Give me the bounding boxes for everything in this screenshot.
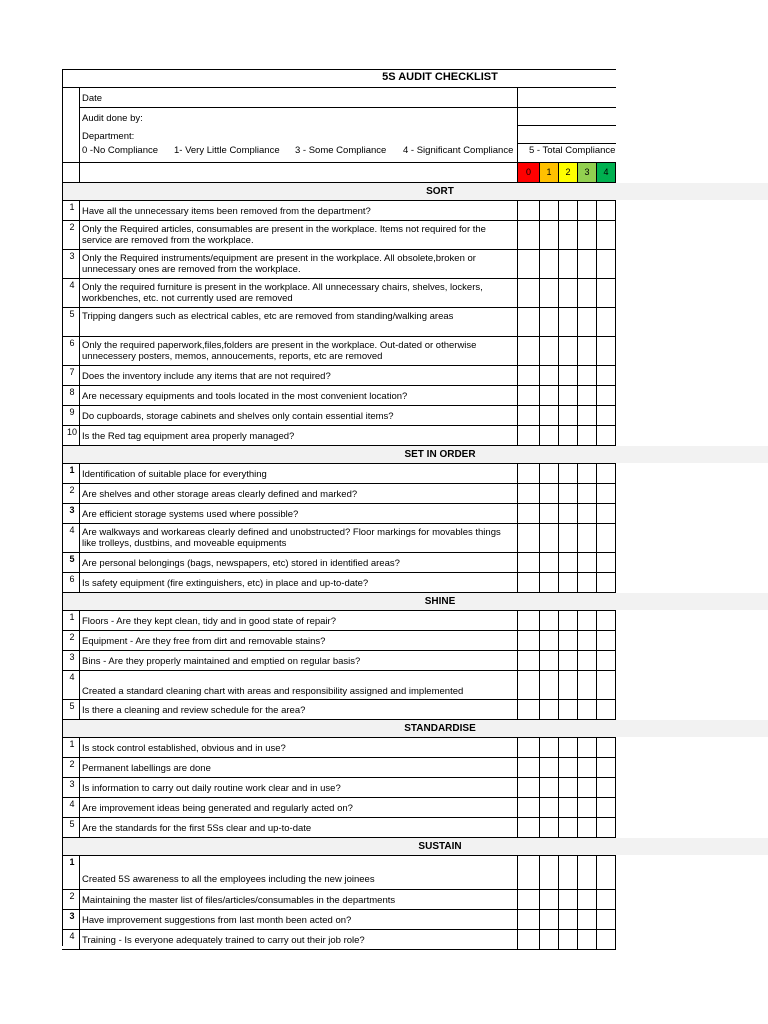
checklist-question: Are efficient storage systems used where possible?: [82, 509, 299, 520]
score-input-cell[interactable]: [540, 221, 558, 249]
score-input-cell[interactable]: [597, 308, 615, 336]
score-input-cell[interactable]: [540, 890, 558, 909]
grid-line: [596, 855, 597, 949]
score-input-cell[interactable]: [540, 366, 558, 385]
score-input-cell[interactable]: [578, 553, 596, 572]
score-input-cell[interactable]: [540, 758, 558, 777]
score-input-cell[interactable]: [518, 201, 539, 220]
item-number: 6: [69, 338, 75, 348]
score-input-cell[interactable]: [518, 758, 539, 777]
score-input-cell[interactable]: [578, 308, 596, 336]
score-input-cell[interactable]: [559, 201, 577, 220]
score-input-cell[interactable]: [540, 700, 558, 719]
score-input-cell[interactable]: [578, 856, 596, 889]
item-number: 9: [69, 407, 75, 417]
score-input-cell[interactable]: [597, 250, 615, 278]
checklist-question: Are shelves and other storage areas clearly defined and marked?: [82, 489, 358, 500]
score-input-cell[interactable]: [597, 464, 615, 483]
score-input-cell[interactable]: [578, 221, 596, 249]
header-field-input[interactable]: [519, 109, 613, 125]
score-input-cell[interactable]: [518, 426, 539, 445]
grid-line: [577, 855, 578, 949]
score-input-cell[interactable]: [518, 856, 539, 889]
score-box-1: 1: [540, 163, 558, 182]
item-number: 6: [69, 574, 75, 584]
grid-line: [517, 143, 616, 144]
checklist-question: Is the Red tag equipment area properly managed?: [82, 431, 295, 442]
score-input-cell[interactable]: [597, 651, 615, 670]
score-input-cell[interactable]: [578, 504, 596, 523]
score-input-cell[interactable]: [559, 524, 577, 552]
grid-line: [596, 737, 597, 837]
score-input-cell[interactable]: [540, 406, 558, 425]
grid-line: [558, 610, 559, 719]
score-input-cell[interactable]: [578, 798, 596, 817]
score-input-cell[interactable]: [518, 818, 539, 837]
score-input-cell[interactable]: [578, 651, 596, 670]
score-input-cell[interactable]: [597, 798, 615, 817]
score-input-cell[interactable]: [540, 818, 558, 837]
score-input-cell[interactable]: [559, 671, 577, 699]
score-input-cell[interactable]: [578, 250, 596, 278]
compliance-scale-label: 5 - Total Compliance: [529, 145, 616, 156]
checklist-title: 5S AUDIT CHECKLIST: [382, 71, 498, 83]
grid-line: [79, 200, 80, 445]
score-input-cell[interactable]: [597, 553, 615, 572]
score-input-cell[interactable]: [518, 738, 539, 757]
score-input-cell[interactable]: [559, 484, 577, 503]
grid-line: [517, 855, 518, 949]
score-input-cell[interactable]: [578, 337, 596, 365]
score-input-cell[interactable]: [597, 818, 615, 837]
score-input-cell[interactable]: [597, 611, 615, 630]
score-input-cell[interactable]: [540, 910, 558, 929]
item-number: 4: [69, 280, 75, 290]
grid-line: [539, 855, 540, 949]
item-number: 4: [69, 799, 75, 809]
score-input-cell[interactable]: [518, 611, 539, 630]
item-number: 1: [69, 612, 75, 622]
score-input-cell[interactable]: [559, 651, 577, 670]
compliance-scale-label: 1- Very Little Compliance: [174, 145, 280, 156]
score-box-4: 4: [597, 163, 615, 182]
grid-line: [539, 200, 540, 445]
score-input-cell[interactable]: [597, 279, 615, 307]
grid-line: [615, 855, 616, 949]
score-input-cell[interactable]: [540, 279, 558, 307]
item-number: 3: [69, 911, 75, 921]
checklist-question: Only the required furniture is present in the workplace. All unnecessary chairs, shelves, lockers, workbenches, etc. not currently used are removed: [82, 282, 483, 304]
item-number: 5: [69, 701, 75, 711]
grid-line: [596, 463, 597, 592]
score-input-cell[interactable]: [540, 573, 558, 592]
grid-line: [517, 125, 616, 126]
checklist-question: Is safety equipment (fire extinguishers, etc) in place and up-to-date?: [82, 578, 369, 589]
grid-line: [558, 463, 559, 592]
score-box-0: 0: [518, 163, 539, 182]
score-input-cell[interactable]: [597, 484, 615, 503]
score-input-cell[interactable]: [540, 856, 558, 889]
score-input-cell[interactable]: [559, 308, 577, 336]
score-input-cell[interactable]: [518, 221, 539, 249]
checklist-question: Is information to carry out daily routine work clear and in use?: [82, 783, 341, 794]
score-input-cell[interactable]: [597, 337, 615, 365]
grid-line: [539, 162, 540, 182]
grid-line: [79, 107, 616, 108]
grid-line: [79, 610, 80, 719]
header-top-border: [62, 69, 616, 70]
grid-line: [615, 200, 616, 445]
item-number: 3: [69, 505, 75, 515]
score-input-cell[interactable]: [597, 406, 615, 425]
grid-line: [577, 463, 578, 592]
score-input-cell[interactable]: [559, 631, 577, 650]
score-input-cell[interactable]: [597, 366, 615, 385]
compliance-scale-label: 3 - Some Compliance: [295, 145, 387, 156]
score-input-cell[interactable]: [597, 631, 615, 650]
score-input-cell[interactable]: [518, 778, 539, 797]
header-field-label: Audit done by:: [82, 113, 143, 124]
item-number: 4: [69, 672, 75, 682]
score-input-cell[interactable]: [518, 573, 539, 592]
grid-line: [517, 200, 518, 445]
score-input-cell[interactable]: [518, 366, 539, 385]
item-number: 2: [69, 632, 75, 642]
header-num-border: [79, 87, 80, 182]
score-input-cell[interactable]: [540, 504, 558, 523]
grid-line: [517, 162, 518, 182]
score-input-cell[interactable]: [559, 700, 577, 719]
score-input-cell[interactable]: [518, 553, 539, 572]
checklist-question: Is there a cleaning and review schedule for the area?: [82, 705, 306, 716]
header-field-input[interactable]: [519, 127, 613, 143]
item-number: 1: [69, 465, 75, 475]
grid-line: [517, 737, 518, 837]
checklist-question: Are the standards for the first 5Ss clear and up-to-date: [82, 823, 312, 834]
section-title: SET IN ORDER: [404, 449, 476, 460]
score-input-cell[interactable]: [518, 651, 539, 670]
score-input-cell[interactable]: [597, 573, 615, 592]
item-number: 7: [69, 367, 75, 377]
item-number: 2: [69, 759, 75, 769]
grid-line: [615, 463, 616, 592]
score-input-cell[interactable]: [559, 818, 577, 837]
score-input-cell[interactable]: [518, 524, 539, 552]
score-input-cell[interactable]: [597, 758, 615, 777]
score-input-cell[interactable]: [518, 406, 539, 425]
grid-line: [517, 610, 518, 719]
score-input-cell[interactable]: [559, 798, 577, 817]
grid-line: [596, 200, 597, 445]
grid-line: [79, 855, 80, 949]
score-input-cell[interactable]: [540, 337, 558, 365]
score-input-cell[interactable]: [578, 700, 596, 719]
item-number: 8: [69, 387, 75, 397]
score-input-cell[interactable]: [540, 798, 558, 817]
item-number: 5: [69, 309, 75, 319]
score-input-cell[interactable]: [597, 930, 615, 949]
item-number: 3: [69, 652, 75, 662]
score-input-cell[interactable]: [578, 201, 596, 220]
checklist-question: Are walkways and workareas clearly defined and unobstructed? Floor markings for movables things like trolleys, dustbins, and moveable equipments: [82, 527, 501, 549]
score-input-cell[interactable]: [578, 778, 596, 797]
score-input-cell[interactable]: [578, 524, 596, 552]
score-input-cell[interactable]: [540, 524, 558, 552]
checklist-question: Equipment - Are they free from dirt and removable stains?: [82, 636, 326, 647]
score-input-cell[interactable]: [559, 758, 577, 777]
score-input-cell[interactable]: [578, 671, 596, 699]
score-input-cell[interactable]: [540, 738, 558, 757]
score-input-cell[interactable]: [518, 386, 539, 405]
score-input-cell[interactable]: [540, 671, 558, 699]
item-number: 1: [69, 739, 75, 749]
score-input-cell[interactable]: [518, 308, 539, 336]
grid-line: [558, 737, 559, 837]
score-input-cell[interactable]: [518, 484, 539, 503]
checklist-question: Do cupboards, storage cabinets and shelves only contain essential items?: [82, 411, 394, 422]
item-number: 4: [69, 525, 75, 535]
score-input-cell[interactable]: [559, 856, 577, 889]
score-input-cell[interactable]: [559, 366, 577, 385]
checklist-question: Have improvement suggestions from last month been acted on?: [82, 915, 352, 926]
checklist-question: Bins - Are they properly maintained and emptied on regular basis?: [82, 656, 361, 667]
item-number: 3: [69, 251, 75, 261]
checklist-question: Have all the unnecessary items been removed from the department?: [82, 206, 371, 217]
grid-line: [539, 610, 540, 719]
grid-line: [577, 737, 578, 837]
checklist-question: Does the inventory include any items that are not required?: [82, 371, 331, 382]
checklist-question: Is stock control established, obvious and in use?: [82, 743, 286, 754]
score-input-cell[interactable]: [597, 504, 615, 523]
score-input-cell[interactable]: [540, 250, 558, 278]
score-input-cell[interactable]: [540, 386, 558, 405]
score-input-cell[interactable]: [578, 406, 596, 425]
score-input-cell[interactable]: [518, 910, 539, 929]
item-number: 5: [69, 819, 75, 829]
score-input-cell[interactable]: [597, 524, 615, 552]
score-input-cell[interactable]: [597, 778, 615, 797]
grid-line: [577, 162, 578, 182]
score-input-cell[interactable]: [597, 426, 615, 445]
score-input-cell[interactable]: [578, 818, 596, 837]
section-title: SHINE: [424, 596, 456, 607]
header-title-border: [62, 87, 616, 88]
grid-line: [539, 463, 540, 592]
score-input-cell[interactable]: [518, 700, 539, 719]
score-input-cell[interactable]: [559, 386, 577, 405]
score-input-cell[interactable]: [559, 890, 577, 909]
score-input-cell[interactable]: [540, 930, 558, 949]
score-input-cell[interactable]: [518, 631, 539, 650]
checklist-question: Tripping dangers such as electrical cables, etc are removed from standing/walking areas: [82, 311, 454, 322]
grid-line: [615, 610, 616, 719]
score-input-cell[interactable]: [597, 671, 615, 699]
score-input-cell[interactable]: [518, 504, 539, 523]
score-input-cell[interactable]: [540, 308, 558, 336]
header-field-label: Department:: [82, 131, 135, 142]
score-input-cell[interactable]: [540, 611, 558, 630]
score-box-2: 2: [559, 163, 577, 182]
score-input-cell[interactable]: [578, 758, 596, 777]
score-input-cell[interactable]: [518, 279, 539, 307]
checklist-question: Floors - Are they kept clean, tidy and in good state of repair?: [82, 616, 337, 627]
checklist-question: Only the Required articles, consumables are present in the workplace. Items not required for the service are removed from the workplace.: [82, 224, 486, 246]
grid-line: [558, 200, 559, 445]
grid-line: [539, 737, 540, 837]
item-number: 10: [66, 427, 77, 437]
score-input-cell[interactable]: [540, 778, 558, 797]
score-input-cell[interactable]: [540, 553, 558, 572]
header-field-input[interactable]: [519, 89, 613, 105]
checklist-question: Are improvement ideas being generated and regularly acted on?: [82, 803, 353, 814]
grid-line: [62, 949, 616, 950]
score-input-cell[interactable]: [578, 611, 596, 630]
score-input-cell[interactable]: [559, 504, 577, 523]
score-input-cell[interactable]: [518, 930, 539, 949]
score-input-cell[interactable]: [518, 798, 539, 817]
item-number: 1: [69, 202, 75, 212]
score-input-cell[interactable]: [518, 250, 539, 278]
score-input-cell[interactable]: [597, 856, 615, 889]
score-input-cell[interactable]: [578, 484, 596, 503]
score-input-cell[interactable]: [518, 890, 539, 909]
section-title: SORT: [426, 186, 454, 197]
score-input-cell[interactable]: [559, 573, 577, 592]
item-number: 2: [69, 485, 75, 495]
score-input-cell[interactable]: [559, 910, 577, 929]
item-number: 1: [69, 857, 75, 867]
checklist-question: Are personal belongings (bags, newspapers, etc) stored in identified areas?: [82, 558, 400, 569]
score-input-cell[interactable]: [559, 279, 577, 307]
grid-line: [79, 737, 80, 837]
compliance-scale-label: 0 -No Compliance: [82, 145, 159, 156]
score-input-cell[interactable]: [540, 464, 558, 483]
score-input-cell[interactable]: [559, 406, 577, 425]
item-number: 5: [69, 554, 75, 564]
score-input-cell[interactable]: [578, 930, 596, 949]
grid-line: [558, 855, 559, 949]
score-input-cell[interactable]: [540, 631, 558, 650]
grid-line: [79, 463, 80, 592]
score-input-cell[interactable]: [578, 631, 596, 650]
score-input-cell[interactable]: [578, 573, 596, 592]
score-input-cell[interactable]: [559, 337, 577, 365]
grid-line: [558, 162, 559, 182]
grid-line: [596, 610, 597, 719]
score-input-cell[interactable]: [597, 201, 615, 220]
score-input-cell[interactable]: [540, 484, 558, 503]
score-input-cell[interactable]: [559, 778, 577, 797]
score-input-cell[interactable]: [578, 890, 596, 909]
score-input-cell[interactable]: [559, 930, 577, 949]
item-number: 2: [69, 891, 75, 901]
item-number: 4: [69, 931, 75, 941]
score-input-cell[interactable]: [578, 426, 596, 445]
grid-line: [596, 162, 597, 182]
score-input-cell[interactable]: [540, 426, 558, 445]
checklist-question: Identification of suitable place for everything: [82, 469, 267, 480]
score-input-cell[interactable]: [578, 386, 596, 405]
score-input-cell[interactable]: [518, 464, 539, 483]
score-input-cell[interactable]: [597, 700, 615, 719]
score-input-cell[interactable]: [578, 366, 596, 385]
checklist-question: Permanent labellings are done: [82, 763, 211, 774]
section-title: STANDARDISE: [404, 723, 476, 734]
score-input-cell[interactable]: [559, 611, 577, 630]
score-input-cell[interactable]: [540, 201, 558, 220]
checklist-question: Are necessary equipments and tools located in the most convenient location?: [82, 391, 408, 402]
score-input-cell[interactable]: [559, 426, 577, 445]
score-box-3: 3: [578, 163, 596, 182]
score-input-cell[interactable]: [597, 890, 615, 909]
score-input-cell[interactable]: [578, 279, 596, 307]
score-input-cell[interactable]: [540, 651, 558, 670]
checklist-question: Created 5S awareness to all the employees including the new joinees: [82, 874, 375, 885]
score-input-cell[interactable]: [578, 910, 596, 929]
compliance-scale-label: 4 - Significant Compliance: [403, 145, 514, 156]
item-number: 3: [69, 779, 75, 789]
checklist-question: Maintaining the master list of files/articles/consumables in the departments: [82, 895, 396, 906]
score-input-cell[interactable]: [559, 738, 577, 757]
grid-line: [517, 463, 518, 592]
score-input-cell[interactable]: [559, 250, 577, 278]
section-title: SUSTAIN: [418, 841, 462, 852]
grid-line: [577, 200, 578, 445]
score-input-cell[interactable]: [559, 464, 577, 483]
grid-line: [615, 162, 616, 182]
checklist-question: Created a standard cleaning chart with areas and responsibility assigned and implemented: [82, 686, 464, 697]
grid-line: [577, 610, 578, 719]
score-input-cell[interactable]: [597, 738, 615, 757]
header-field-label: Date: [82, 93, 103, 104]
score-input-cell[interactable]: [518, 671, 539, 699]
score-input-cell[interactable]: [597, 221, 615, 249]
score-input-cell[interactable]: [597, 910, 615, 929]
checklist-question: Only the required paperwork,files,folders are present in the workplace. Out-dated or otherwise unnecessery posters, memos, annoucements, reports, etc are removed: [82, 340, 477, 362]
score-input-cell[interactable]: [578, 738, 596, 757]
score-input-cell[interactable]: [559, 553, 577, 572]
score-input-cell[interactable]: [578, 464, 596, 483]
score-input-cell[interactable]: [518, 337, 539, 365]
item-number: 2: [69, 222, 75, 232]
grid-line: [615, 737, 616, 837]
checklist-question: Only the Required instruments/equipment are present in the workplace. All obsolete,broken or unnecessary ones are removed from the workplace.: [82, 253, 476, 275]
score-input-cell[interactable]: [559, 221, 577, 249]
score-input-cell[interactable]: [597, 386, 615, 405]
checklist-question: Training - Is everyone adequately trained to carry out their job role?: [82, 935, 365, 946]
